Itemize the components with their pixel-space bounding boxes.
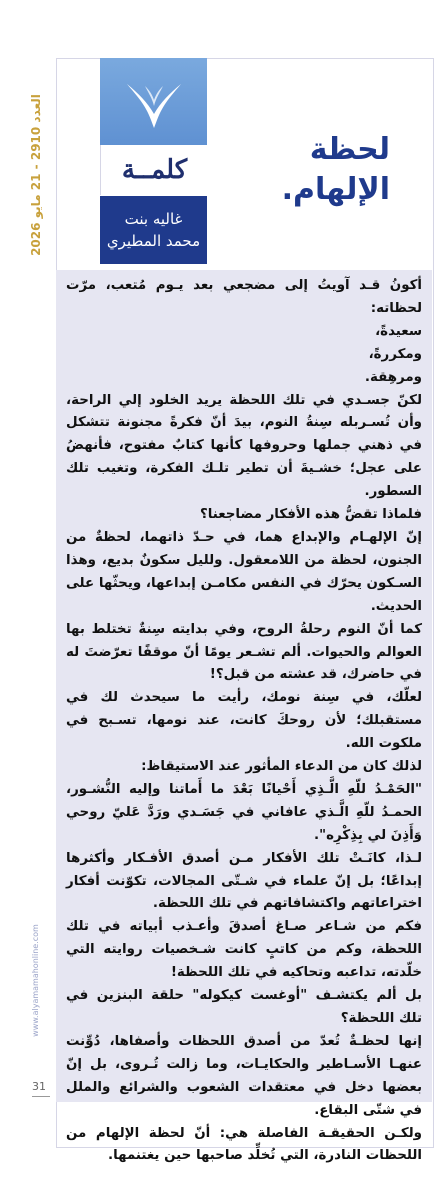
paragraph: ولكـن الحقيقـة الفاصلة هي: أنّ لحظة الإلهام من اللحظات النادرة، التي تُخلِّد صاحبها حين يغتنمها.	[66, 1125, 422, 1164]
section-label-box	[100, 145, 208, 195]
author-line-1: غاليه بنت	[124, 210, 183, 228]
prayer-quote: "الحَمْـدُ للّهِ الَّـذِي أَحْيانًا بَعْدَ ما أَماتنا وإليه النُّشـور، الحمـدُ للّهِ الَّـذي عافاني في جَسَـدي ورَدَّ عَليّ روحي وَأَذِنَ لي بِذِكْرِه".	[66, 781, 422, 843]
title-line-2: الإلهام.	[281, 172, 390, 207]
page-number: 31	[32, 1080, 46, 1093]
paragraph: أكونُ قـد آويتُ إلى مضجعي بعد يـوم مُتعب، مرّت لحظاته:	[66, 278, 422, 316]
paragraph: لعلّك، في سِنة نومك، رأيت ما سيحدث لك في مستقبلك؛ لأن روحكَ كانت، عند نومها، تسـبح في ملكوت الله.	[66, 690, 422, 752]
paragraph: لـذا، كانَـتْ تلك الأفكار مـن أصدق الأفـكار وأكثرها إبداعًا؛ بل إنّ علماء في شـتّى المجالات، تكوّنت أفكار اختراعاتهم واكتشافاتهم في تلك اللحظة.	[66, 850, 422, 912]
paragraph: لذلك كان من الدعاء المأثور عند الاستيقاظ:	[141, 759, 422, 775]
section-label: كلمــة	[121, 155, 188, 185]
article-title	[230, 130, 390, 210]
author-line-2: محمد المطيري	[106, 232, 201, 250]
magazine-logo	[100, 58, 207, 145]
paragraph: ومرهِقة.	[364, 369, 422, 385]
issue-date-text: العدد 2910 - 21 مايو 2026	[29, 94, 44, 256]
paragraph: إنها لحظـةٌ تُعدّ من أصدق اللحظات وأصفاها، دُوِّنت عنهـا الأسـاطير والحكايـات، وما زالت تُـروى، بل إنّ بعضها دخل في معتقدات الشعوب والشرائع والملل في شتّى البقاع.	[66, 1033, 422, 1118]
paragraph: لكنّ جسـدي في تلك اللحظة يريد الخلود إلي الراحة، وأن تُسـربله سِنةُ النوم، بيدَ أنّ فكرةً مجنونة تتشكل في ذهني جملها وحروفها كأنها كتابٌ مفتوح، فأنهضُ على عجل؛ خشـيةَ أن تطير تلـك الفكرة، وتغيب تلك السطور.	[66, 392, 422, 500]
paragraph: فكم من شـاعر صـاغ أصدقَ وأعـذب أبياته في تلك اللحظة، وكم من كاتبٍ كانت شـخصيات روايته التي خلّدته، تداعبه وتحاكيه في تلك اللحظة!	[66, 919, 422, 981]
article-body	[66, 275, 422, 1168]
paragraph: فلماذا تقضُّ هذه الأفكار مضاجعنا؟	[199, 507, 422, 523]
bird-logo-icon	[119, 72, 189, 132]
website-text: www.alyamamahonline.com	[30, 923, 40, 1037]
paragraph: إنّ الإلهـام والإبداع هما، في حـدّ ذاتهما، لحظةٌ من الجنون، لحظة من اللامعقول. ولليل سكونٌ بديع، وهذا السـكون يحرّك في النفس مكامـن إبداعها، ويحثّها على الحديث.	[66, 529, 422, 614]
author-box	[100, 196, 207, 264]
title-line-1: لحظة	[309, 132, 390, 167]
paragraph: سعيدةً،	[375, 323, 422, 339]
paragraph: ومكررةً،	[368, 346, 422, 362]
paragraph: بل ألم يكتشـف "أوغست كيكوله" حلقة البنزين في تلك اللحظة؟	[66, 988, 422, 1026]
paragraph: كما أنّ النوم رحلةُ الروح، وفي بدايته سِنةٌ تختلط بها العوالم والحيوات. ألم تشـعر يومًا أنّ موقفًا تعرّضتَ له في حاضرك، قد عشته من قبل؟!	[66, 621, 422, 683]
